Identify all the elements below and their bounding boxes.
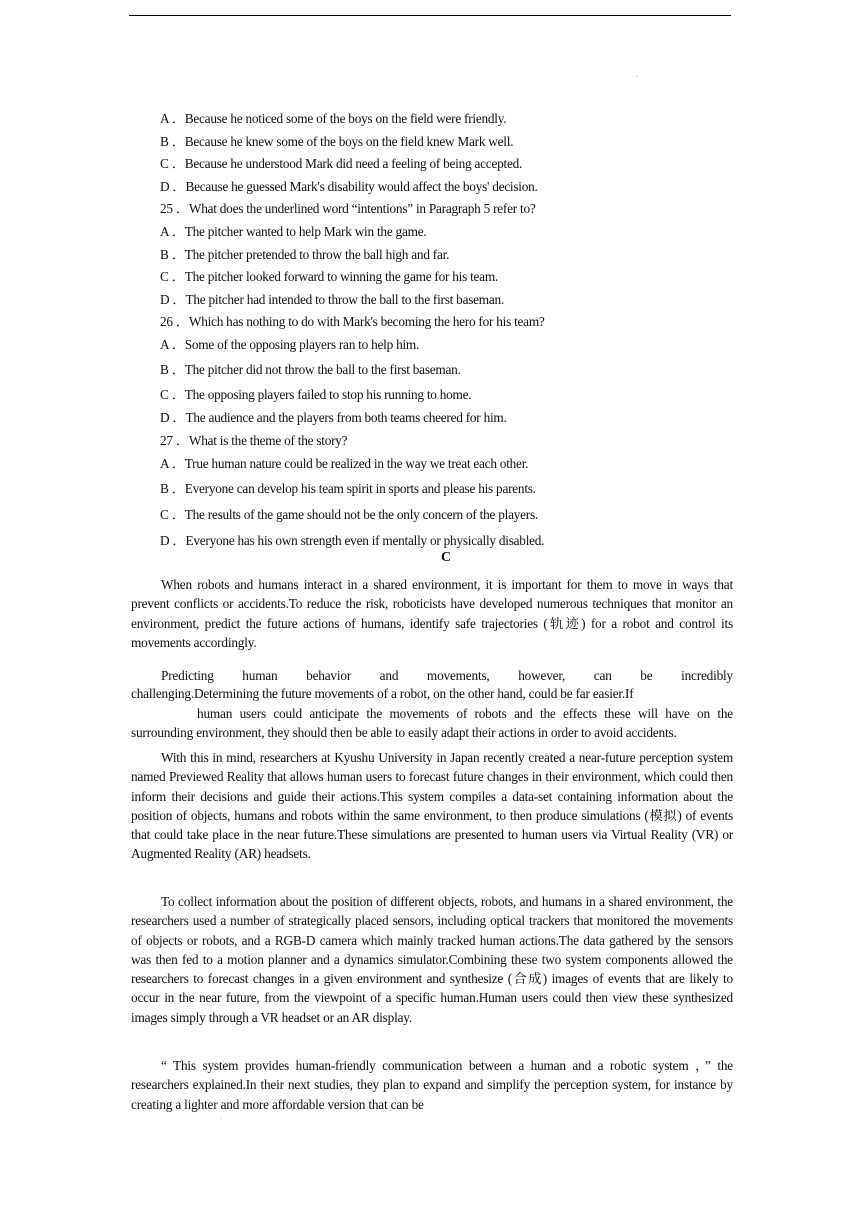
option-line: B ．Because he knew some of the boys on the field knew Mark well. [160,134,514,149]
option-line: A ．The pitcher wanted to help Mark win the game. [160,224,427,239]
option-line: D ．Because he guessed Mark's disability would affect the boys' decision. [160,179,538,194]
option-line: B ．The pitcher pretended to throw the ball high and far. [160,247,450,262]
option-line: D ．The pitcher had intended to throw the ball to the first baseman. [160,292,505,307]
option-line: C ．Because he understood Mark did need a feeling of being accepted. [160,156,523,171]
option-line: C ．The pitcher looked forward to winning the game for his team. [160,269,499,284]
paragraph-3: With this in mind, researchers at Kyushu University in Japan recently created a near-future perception system named Previewed Reality that allows human users to forecast future changes in their environment, which could then inform their decisions and guide their actions.This system compiles a data-set containing information about the position of objects, humans and robots within the same environment, to then produce simulations (模拟) of events that could take place in the near future.These simulations are presented to human users via Virtual Reality (VR) or Augmented Reality (AR) headsets. [131,750,733,862]
option-line: A ．True human nature could be realized in the way we treat each other. [160,456,529,471]
paragraph-1 [131,575,733,652]
option-line: D ．Everyone has his own strength even if mentally or physically disabled. [160,533,545,548]
question-line: 27 ．What is the theme of the story? [160,433,348,448]
option-line: B ．The pitcher did not throw the ball to the first baseman. [160,362,461,377]
section-heading: C [440,550,452,565]
paragraph-4: To collect information about the position of different objects, robots, and humans in a shared environment, the researchers used a number of strategically placed sensors, including optical trackers that monitored the movements of objects or robots, and a RGB-D camera which mainly tracked human actions.The data gathered by the sensors was then fed to a motion planner and a dynamics simulator.Combining these two system components allowed the researchers to forecast changes in a given environment and synthesize (合成) images of events that are likely to occur in the near future, from the viewpoint of a specific human.Human users could then view these synthesized images simply through a VR headset or an AR display. [131,894,733,1025]
paragraph-2-line-1: Predicting human behavior and movements, however, can be incredibly [161,668,733,683]
paragraph-5: “ This system provides human-friendly communication between a human and a robotic system ，” the researchers explained.In their next studies, they plan to expand and simplify the perception system, for instance by creating a lighter and more affordable version that can be [131,1058,733,1112]
option-line: A ．Because he noticed some of the boys on the field were friendly. [160,111,507,126]
option-line: D ．The audience and the players from both teams cheered for him. [160,410,507,425]
option-line: B ．Everyone can develop his team spirit in sports and please his parents. [160,481,536,496]
option-line: A ．Some of the opposing players ran to help him. [160,337,420,352]
option-line: C ．The opposing players failed to stop his running to home. [160,387,472,402]
paragraph-1-text: When robots and humans interact in a shared environment, it is important for them to move in ways that prevent conflicts or accidents.To reduce the risk, roboticists have developed numerous techniques that monitor an environment, predict the future actions of humans, identify safe trajectories (轨迹) for a robot and control its movements accordingly. [131,577,733,650]
question-line: 26 ．Which has nothing to do with Mark's becoming the hero for his team? [160,314,545,329]
question-line: 25 ．What does the underlined word “intentions” in Paragraph 5 refer to? [160,201,536,216]
paragraph-2-rest: human users could anticipate the movements of robots and the effects these will have on the surrounding environment, they should then be able to easily adapt their actions in order to avoid accidents. [131,706,733,741]
scan-dot: . [636,70,638,79]
paragraph-2-line-2: challenging.Determining the future movements of a robot, on the other hand, could be far easier.If [131,686,634,701]
scan-dot: ' [220,1116,222,1125]
top-rule [129,15,731,16]
option-line: C ．The results of the game should not be the only concern of the players. [160,507,538,522]
